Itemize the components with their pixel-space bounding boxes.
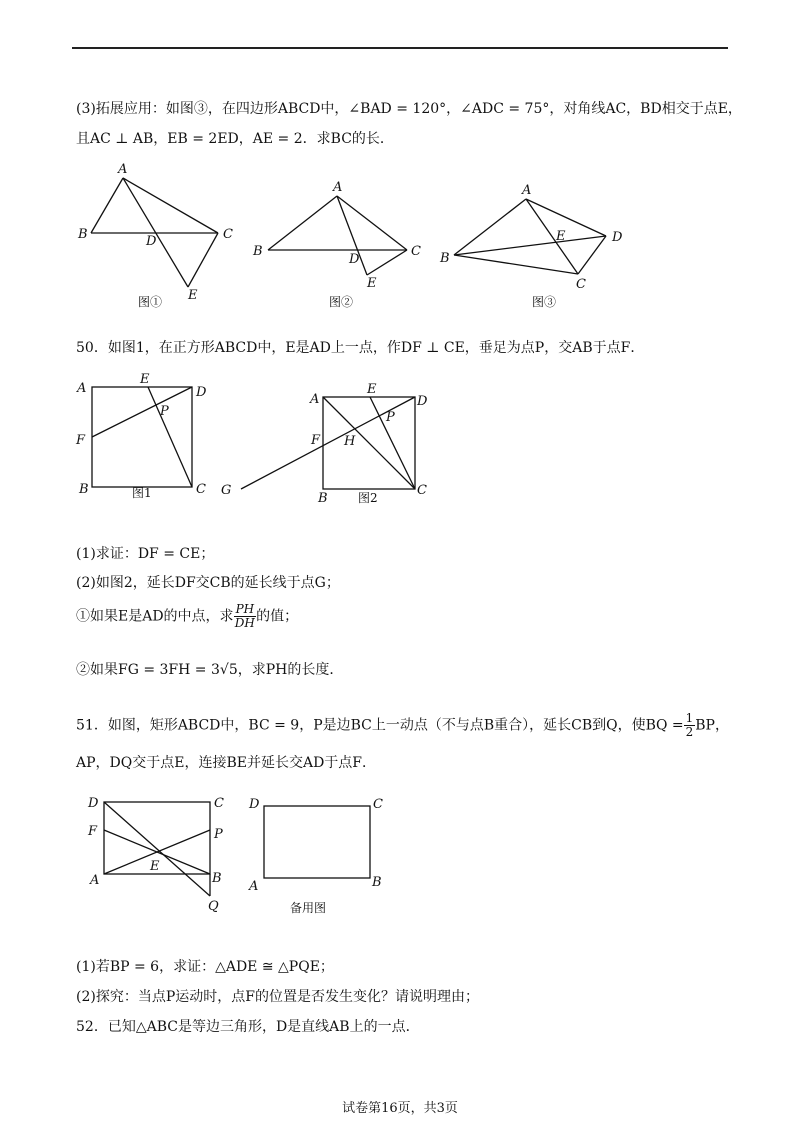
- q49-fig3-caption: 图③: [532, 295, 557, 309]
- label-F: F: [76, 433, 86, 448]
- label-G: G: [221, 483, 232, 498]
- q51-figure: [80, 788, 240, 918]
- q52-stem: 52．已知△ABC是等边三角形，D是直线AB上的一点．: [76, 1019, 420, 1035]
- label-D: D: [417, 394, 428, 409]
- header-rule: [72, 47, 728, 49]
- q51-stem-after: BP，: [695, 717, 729, 734]
- q50-part2: (2)如图2，延长DF交CB的延长线于点G；: [76, 575, 340, 591]
- q50-figure-1: [72, 365, 222, 505]
- q50-stem: 50．如图1，在正方形ABCD中，E是AD上一点，作DF ⊥ CE，垂足为点P，交AB于点F．: [76, 340, 645, 356]
- label-A: A: [249, 879, 259, 894]
- q49-part3-line1: (3)拓展应用：如图③，在四边形ABCD中，∠BAD = 120°，∠ADC = 75°，对角线AC，BD相交于点E，: [76, 101, 742, 117]
- fraction-denominator: DH: [234, 616, 255, 630]
- q50-figure-2: [215, 375, 445, 507]
- label-C: C: [417, 483, 427, 498]
- label-A: A: [310, 392, 320, 407]
- q49-figure-1: [72, 158, 242, 318]
- label-D: D: [146, 234, 157, 249]
- label-Q: Q: [208, 899, 219, 914]
- label-A: A: [333, 180, 343, 195]
- label-H: H: [344, 434, 356, 449]
- q50-fig1-caption: 图1: [132, 486, 152, 500]
- label-E: E: [367, 382, 377, 397]
- q51-part2: (2)探究：当点P运动时，点F的位置是否发生变化？请说明理由；: [76, 989, 479, 1005]
- label-C: C: [223, 227, 233, 242]
- label-A: A: [90, 873, 100, 888]
- q50-sub1: [76, 603, 298, 630]
- label-E: E: [367, 276, 377, 291]
- q50-part1: (1)求证：DF = CE；: [76, 546, 215, 562]
- label-C: C: [411, 244, 421, 259]
- q50-sub1-after: 的值；: [256, 608, 299, 625]
- label-A: A: [118, 162, 128, 177]
- q50-sub1-before: ①如果E是AD的中点，求: [76, 608, 234, 625]
- label-E: E: [188, 288, 198, 303]
- label-B: B: [78, 227, 88, 242]
- label-B: B: [318, 491, 328, 506]
- label-C: C: [576, 277, 586, 292]
- label-F: F: [311, 433, 321, 448]
- fraction-one-half: [684, 712, 696, 739]
- page-footer: 试卷第16页，共3页: [342, 1101, 458, 1116]
- label-B: B: [440, 251, 450, 266]
- q51-spare-figure: [245, 790, 395, 920]
- q51-stem-before: 51．如图，矩形ABCD中，BC = 9，P是边BC上一动点（不与点B重合），延长CB到Q，使BQ =: [76, 717, 684, 734]
- label-F: F: [88, 824, 98, 839]
- fraction-numerator: 1: [685, 711, 694, 725]
- q49-part3-line2: 且AC ⊥ AB，EB = 2ED，AE = 2．求BC的长．: [76, 131, 394, 147]
- q49-figure-3: [438, 180, 638, 318]
- q49-fig1-caption: 图①: [138, 295, 163, 309]
- label-A: A: [522, 183, 532, 198]
- label-B: B: [212, 871, 222, 886]
- label-B: B: [253, 244, 263, 259]
- label-P: P: [214, 827, 223, 842]
- q51-part1: (1)若BP = 6，求证：△ADE ≅ △PQE；: [76, 959, 334, 975]
- label-C: C: [373, 797, 383, 812]
- q51-spare-caption: 备用图: [290, 901, 327, 915]
- label-P: P: [386, 410, 395, 425]
- label-P: P: [160, 404, 169, 419]
- q50-fig2-caption: 图2: [358, 491, 378, 505]
- q51-stem-line2: AP，DQ交于点E，连接BE并延长交AD于点F．: [76, 755, 377, 771]
- label-D: D: [249, 797, 260, 812]
- label-D: D: [612, 230, 623, 245]
- label-B: B: [79, 482, 89, 497]
- fraction-ph-dh: [234, 603, 257, 630]
- label-D: D: [196, 385, 207, 400]
- label-E: E: [150, 859, 160, 874]
- label-C: C: [214, 796, 224, 811]
- label-D: D: [88, 796, 99, 811]
- fraction-denominator: 2: [685, 725, 694, 739]
- label-C: C: [196, 482, 206, 497]
- q49-fig2-caption: 图②: [329, 295, 354, 309]
- fraction-numerator: PH: [235, 602, 255, 616]
- label-A: A: [77, 381, 87, 396]
- q49-figure-2: [245, 172, 435, 318]
- label-D: D: [349, 252, 360, 267]
- q50-sub2: ②如果FG = 3FH = 3√5，求PH的长度．: [76, 662, 344, 678]
- q51-stem-line1: [76, 712, 729, 739]
- label-B: B: [372, 875, 382, 890]
- label-E: E: [140, 372, 150, 387]
- label-E: E: [556, 229, 566, 244]
